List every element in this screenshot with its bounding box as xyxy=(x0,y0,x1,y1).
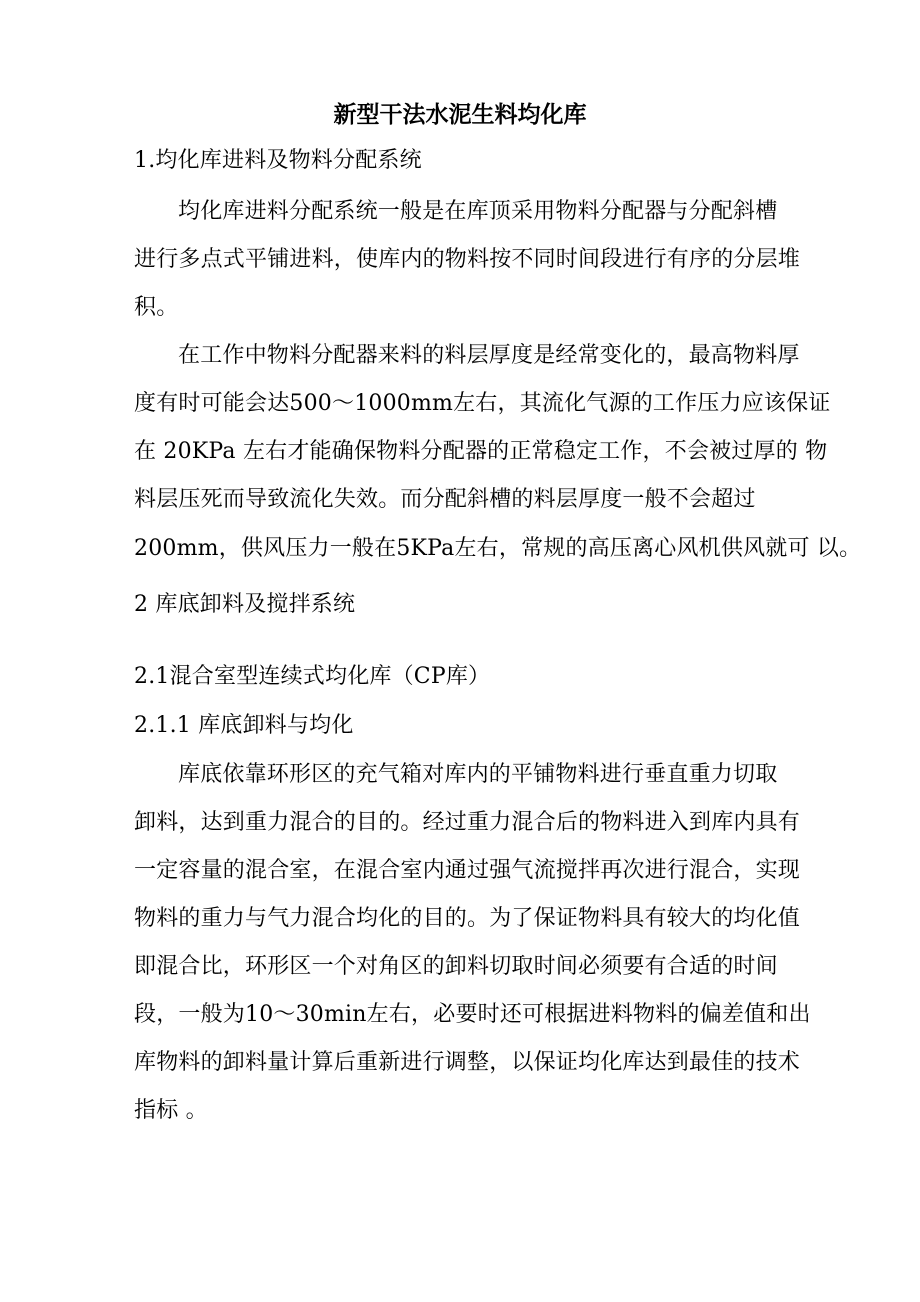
paragraph-line: 一定容量的混合室，在混合室内通过强气流搅拌再次进行混合，实现 xyxy=(134,858,801,883)
paragraph-line: 库物料的卸料量计算后重新进行调整，以保证均化库达到最佳的技术 xyxy=(134,1050,801,1075)
paragraph-line: 均化库进料分配系统一般是在库顶采用物料分配器与分配斜槽 xyxy=(178,199,778,224)
section211-heading: 2.1.1 库底卸料与均化 xyxy=(134,713,354,738)
paragraph-line: 积。 xyxy=(134,295,179,320)
paragraph-line: 卸料，达到重力混合的目的。经过重力混合后的物料进入到库内具有 xyxy=(134,810,801,835)
paragraph-line: 指标 。 xyxy=(134,1098,208,1123)
paragraph-line: 在工作中物料分配器来料的料层厚度是经常变化的，最高物料厚 xyxy=(178,343,800,368)
section1-heading: 1.均化库进料及物料分配系统 xyxy=(134,148,422,173)
paragraph-line: 在 20KPa 左右才能确保物料分配器的正常稳定工作，不会被过厚的 物 xyxy=(134,439,828,464)
paragraph-line: 进行多点式平铺进料，使库内的物料按不同时间段进行有序的分层堆 xyxy=(134,247,801,272)
paragraph-line: 料层压死而导致流化失效。而分配斜槽的料层厚度一般不会超过 xyxy=(134,487,756,512)
section21-heading: 2.1混合室型连续式均化库（CP库） xyxy=(134,664,491,689)
paragraph-line: 库底依靠环形区的充气箱对库内的平铺物料进行垂直重力切取 xyxy=(178,762,778,787)
paragraph-line: 度有时可能会达500～1000mm左右，其流化气源的工作压力应该保证 xyxy=(134,391,831,416)
document-title: 新型干法水泥生料均化库 xyxy=(333,101,587,128)
paragraph-line: 即混合比，环形区一个对角区的卸料切取时间必须要有合适的时间 xyxy=(134,954,778,979)
paragraph-line: 200mm，供风压力一般在5KPa左右，常规的高压离心风机供风就可 以。 xyxy=(134,536,862,561)
section2-heading: 2 库底卸料及搅拌系统 xyxy=(134,592,356,617)
paragraph-line: 物料的重力与气力混合均化的目的。为了保证物料具有较大的均化值 xyxy=(134,906,801,931)
paragraph-line: 段，一般为10～30min左右，必要时还可根据进料物料的偏差值和出 xyxy=(134,1002,811,1027)
